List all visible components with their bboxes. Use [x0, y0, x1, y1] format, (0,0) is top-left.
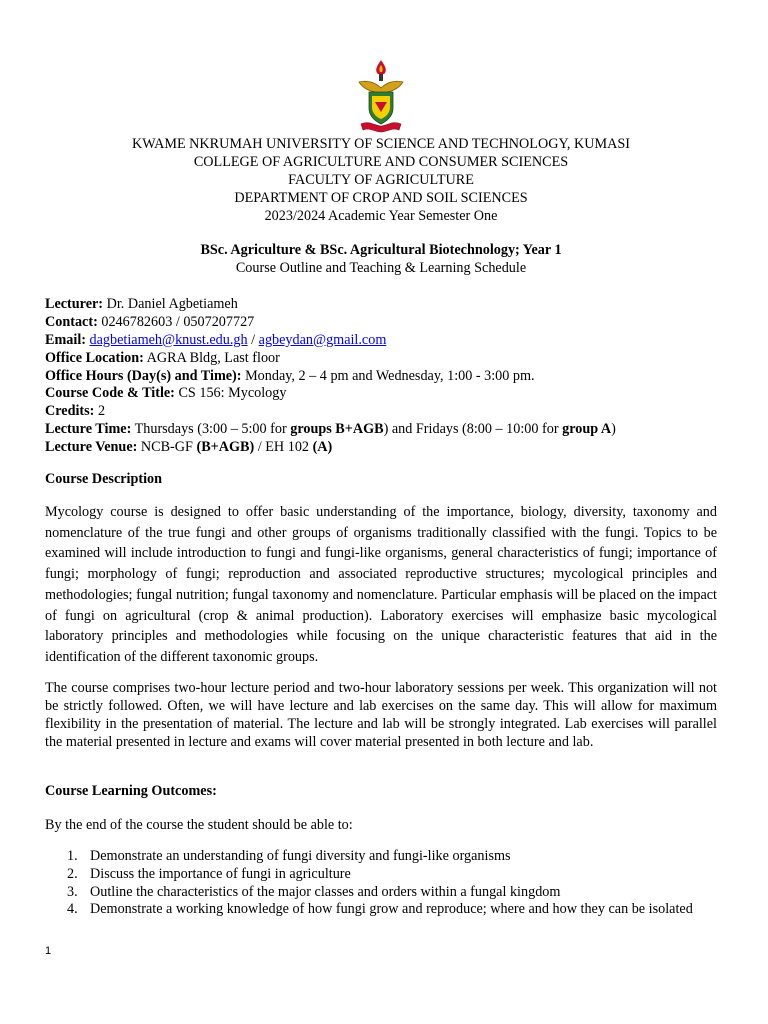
lecture-venue-label: Lecture Venue:	[45, 439, 138, 456]
credits-line	[45, 403, 725, 421]
office-line	[45, 350, 725, 368]
course-code-label: Course Code & Title:	[45, 385, 175, 402]
lecture-venue-group-b: (B+AGB)	[196, 439, 255, 456]
list-number: 2.	[67, 865, 78, 882]
course-description-heading: Course Description	[45, 471, 163, 487]
list-item	[67, 865, 762, 884]
institution-header	[0, 136, 762, 226]
email-line	[45, 332, 725, 350]
program-block	[0, 242, 762, 278]
academic-year: 2023/2024 Academic Year Semester One	[264, 208, 498, 224]
office-value: AGRA Bldg, Last floor	[143, 349, 280, 366]
lecture-venue-part: / EH 102	[254, 439, 313, 456]
lecture-time-part: Thursdays (3:00 – 5:00 for	[131, 421, 291, 438]
lecture-time-label: Lecture Time:	[45, 421, 132, 438]
email-link-gmail[interactable]: agbeydan@gmail.com	[258, 331, 387, 348]
list-text: Outline the characteristics of the major classes and orders within a fungal kingdom	[90, 883, 561, 900]
credits-value: 2	[94, 403, 106, 420]
lecture-time-part: ) and Fridays (8:00 – 10:00 for	[383, 421, 563, 438]
lecturer-label: Lecturer:	[45, 296, 104, 312]
course-organization-paragraph: The course comprises two-hour lecture period and two-hour laboratory sessions per week. This organization will not be strictly followed. Often, we will have lecture and lab exercises on the same day. This will allow for maximum flexibility in the presentation of material. The lecture and lab will be strongly integrated. Lab exercises will parallel the material presented in lecture and exams will cover material presented in both lecture and lab.	[45, 680, 717, 750]
lecture-time-group-b: groups B+AGB	[290, 421, 384, 438]
lecturer-value: Dr. Daniel Agbetiameh	[103, 296, 238, 312]
list-item	[67, 901, 762, 919]
course-code-value: CS 156: Mycology	[174, 385, 287, 402]
list-number: 4.	[67, 901, 78, 918]
college-name: COLLEGE OF AGRICULTURE AND CONSUMER SCIENCES	[193, 154, 569, 170]
university-name: KWAME NKRUMAH UNIVERSITY OF SCIENCE AND TECHNOLOGY, KUMASI	[132, 136, 630, 152]
list-item	[67, 883, 762, 902]
learning-outcomes-list	[45, 848, 762, 919]
email-link-knust[interactable]: dagbetiameh@knust.edu.gh	[89, 331, 248, 348]
course-description-paragraph: Mycology course is designed to offer basic understanding of the importance, biology, diversity, taxonomy and nomenclature of the true fungi and other groups of organisms traditionally classified with the fungi. Topics to be examined will include introduction to fungi and fungi-like organisms, general characteristics of fungi; importance of fungi; morphology of fungi; reproduction and associated reproductive structures; mycological principles and methodologies; fungal nutrition; fungal taxonomy and nomenclature. Particular emphasis will be placed on the impact of fungi on agricultural (crop & animal production). Laboratory exercises will emphasize basic mycological laboratory principles and methodologies while focusing on the unique characteristic features that aid in the identification of the different taxonomic groups.	[45, 504, 717, 665]
office-label: Office Location:	[45, 349, 144, 366]
contact-value: 0246782603 / 0507207727	[97, 313, 255, 330]
office-hours-value: Monday, 2 – 4 pm and Wednesday, 1:00 - 3:00 pm.	[241, 367, 535, 384]
learning-outcomes-intro: By the end of the course the student should be able to:	[45, 817, 353, 833]
office-hours-line	[45, 368, 725, 386]
list-number: 3.	[67, 883, 78, 900]
list-text: Demonstrate an understanding of fungi diversity and fungi-like organisms	[90, 848, 511, 864]
lecture-venue-part: NCB-GF	[137, 439, 197, 456]
lecturer-line	[45, 296, 725, 314]
department-name: DEPARTMENT OF CROP AND SOIL SCIENCES	[234, 190, 528, 206]
list-number: 1.	[67, 848, 78, 864]
list-item	[67, 848, 762, 866]
list-text: Demonstrate a working knowledge of how fungi grow and reproduce; where and how they can be isolated	[90, 901, 693, 918]
lecture-venue-group-a: (A)	[312, 439, 333, 456]
course-info	[45, 296, 725, 457]
learning-outcomes-heading: Course Learning Outcomes:	[45, 783, 217, 799]
contact-label: Contact:	[45, 313, 98, 330]
university-crest-logo	[355, 58, 407, 136]
lecture-time-line	[45, 421, 725, 439]
contact-line	[45, 314, 725, 332]
lecture-time-part: )	[611, 421, 616, 438]
page-number: 1	[45, 945, 52, 957]
document-subtitle: Course Outline and Teaching & Learning Schedule	[235, 260, 527, 276]
course-code-line	[45, 385, 725, 403]
email-separator: /	[247, 331, 259, 348]
faculty-name: FACULTY OF AGRICULTURE	[288, 172, 474, 188]
email-label: Email:	[45, 331, 86, 348]
lecture-time-group-a: group A	[562, 421, 612, 438]
credits-label: Credits:	[45, 403, 95, 420]
list-text: Discuss the importance of fungi in agriculture	[90, 865, 351, 882]
lecture-venue-line	[45, 439, 725, 457]
program-title: BSc. Agriculture & BSc. Agricultural Biotechnology; Year 1	[200, 242, 562, 258]
office-hours-label: Office Hours (Day(s) and Time):	[45, 367, 242, 384]
